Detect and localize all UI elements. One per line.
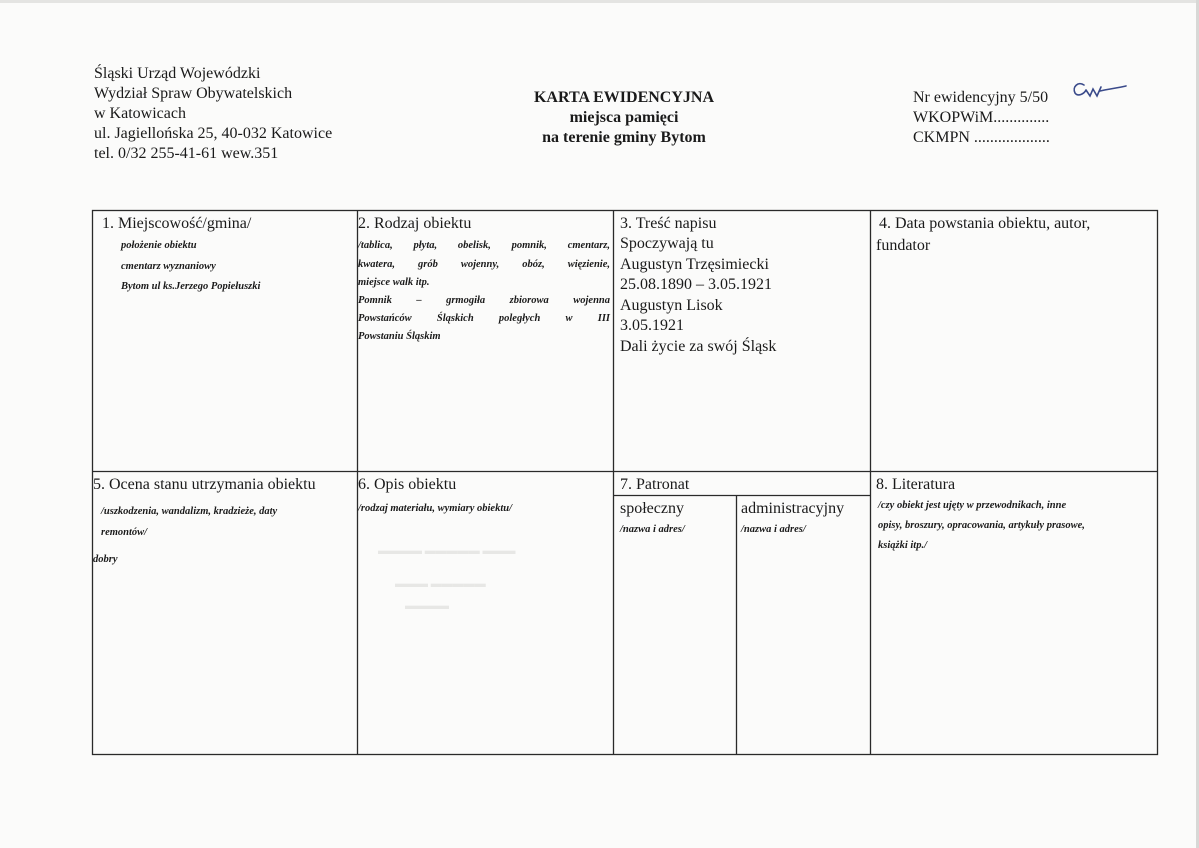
patronage-social-hint: /nazwa i adres/ — [620, 524, 685, 535]
section-8-hint-1: /czy obiekt jest ujęty w przewodnikach, inne — [878, 500, 1067, 511]
section-8-hint-2: opisy, broszury, opracowania, artykuły prasowe, — [878, 520, 1085, 531]
section-6-label: 6. Opis obiektu — [358, 476, 457, 493]
inscription-line-6: Dali życie za swój Śląsk — [620, 338, 777, 355]
section-1-hint: położenie obiektu — [121, 240, 197, 251]
patronage-admin-hint: /nazwa i adres/ — [741, 524, 806, 535]
section-5-label: 5. Ocena stanu utrzymania obiektu — [93, 476, 316, 493]
office-line-3: w Katowicach — [94, 105, 186, 122]
section-7-label: 7. Patronat — [620, 476, 690, 493]
registry-line-2: WKOPWiM.............. — [913, 109, 1050, 126]
registry-line-3: CKMPN ................... — [913, 129, 1050, 146]
title-line-2: miejsca pamięci — [569, 109, 679, 126]
patronage-social-label: społeczny — [620, 500, 684, 517]
section-4-label-2: fundator — [876, 237, 931, 254]
inscription-line-3: 25.08.1890 – 3.05.1921 — [620, 276, 772, 293]
section-2-value-1: Pomnik – grmogiła zbiorowa wojenna — [358, 295, 610, 306]
section-2-hint-2: kwatera, grób wojenny, obóz, więzienie, — [358, 259, 610, 270]
inscription-line-1: Spoczywają tu — [620, 235, 714, 252]
section-1-value-1: cmentarz wyznaniowy — [121, 261, 216, 272]
section-2-value-2: Powstańców Śląskich poległych w III — [358, 313, 610, 324]
section-1-value-2: Bytom ul ks.Jerzego Popiełuszki — [121, 281, 261, 292]
section-5-hint-2: remontów/ — [101, 527, 148, 538]
section-2-label: 2. Rodzaj obiektu — [358, 215, 472, 232]
registry-line-1: Nr ewidencyjny 5/50 — [913, 89, 1049, 106]
title-line-3: na terenie gminy Bytom — [542, 129, 706, 146]
office-line-5: tel. 0/32 255-41-61 wew.351 — [94, 145, 279, 162]
bleed-through-text: ▬▬▬▬ — [405, 600, 449, 612]
title-line-1: KARTA EWIDENCYJNA — [533, 89, 715, 106]
inscription-line-4: Augustyn Lisok — [620, 297, 723, 314]
bleed-through-text: ▬▬▬▬ ▬▬▬▬▬ ▬▬▬ — [378, 545, 516, 557]
section-5-hint-1: /uszkodzenia, wandalizm, kradzieże, daty — [101, 506, 278, 517]
section-8-label: 8. Literatura — [876, 476, 956, 493]
section-6-hint: /rodzaj materiału, wymiary obiektu/ — [358, 503, 513, 514]
section-2-hint-1: /tablica, płyta, obelisk, pomnik, cmentarz, — [358, 240, 610, 251]
section-5-value: dobry — [93, 554, 118, 565]
office-line-2: Wydział Spraw Obywatelskich — [94, 85, 293, 102]
inscription-line-5: 3.05.1921 — [620, 317, 684, 334]
section-2-value-3: Powstaniu Śląskim — [358, 331, 441, 342]
section-1-label: 1. Miejscowość/gmina/ — [102, 215, 252, 232]
office-line-4: ul. Jagiellońska 25, 40-032 Katowice — [94, 125, 333, 142]
bleed-through-text: ▬▬▬ ▬▬▬▬▬ — [395, 578, 486, 590]
inscription-line-2: Augustyn Trzęsimiecki — [620, 256, 769, 273]
office-line-1: Śląski Urząd Wojewódzki — [94, 65, 261, 82]
section-2-hint-3: miejsce walk itp. — [358, 277, 430, 288]
section-4-label-1: 4. Data powstania obiektu, autor, — [879, 215, 1091, 232]
section-8-hint-3: książki itp./ — [878, 540, 928, 551]
patronage-admin-label: administracyjny — [741, 500, 845, 517]
section-3-label: 3. Treść napisu — [620, 215, 717, 232]
